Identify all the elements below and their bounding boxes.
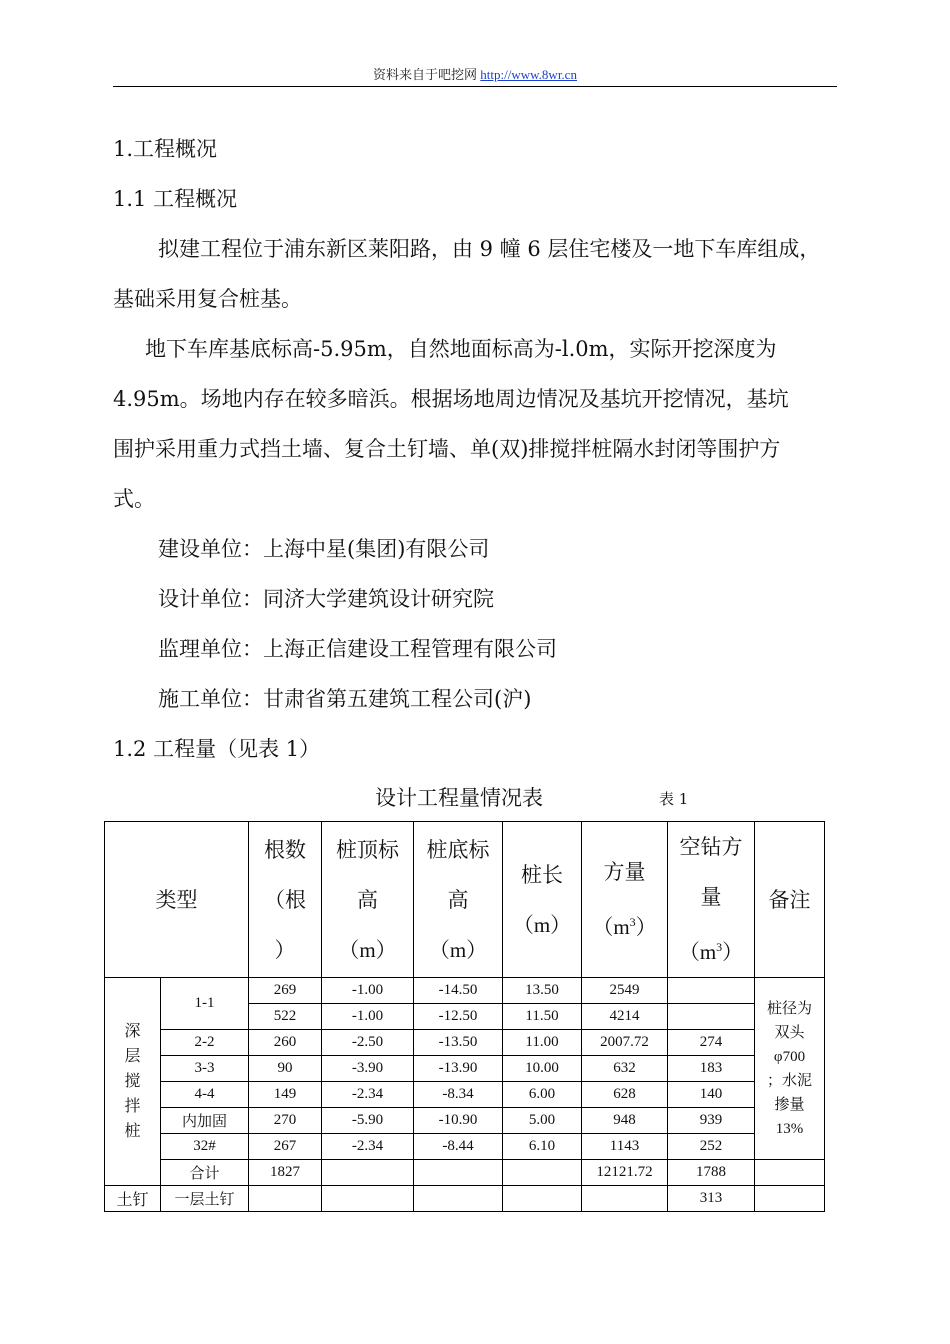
row-empty: 252 [668, 1134, 755, 1160]
header-count-1: 根数 [264, 837, 306, 862]
row-type: 3-3 [161, 1056, 249, 1082]
row-type: 2-2 [161, 1030, 249, 1056]
row-count: 269 [249, 978, 322, 1004]
row-bottom: -8.34 [414, 1082, 503, 1108]
section-1-2-title: 1.2 工程量（见表 1） [113, 737, 321, 761]
header-empty-1: 空钻方 [679, 835, 743, 859]
table-row [105, 978, 825, 1004]
row-volume: 4214 [582, 1004, 668, 1030]
header-top-elevation [322, 822, 414, 978]
total-empty: 1788 [668, 1160, 755, 1186]
header-top-2: 高 [357, 887, 378, 912]
header-empty-unit: $(m^3)$ [678, 940, 744, 964]
quantity-table [104, 821, 825, 1212]
row-bottom: -12.50 [414, 1004, 503, 1030]
paragraph-2-line-1: 地下车库基底标高-5.95m，自然地面标高为-l.0m，实际开挖深度为 [145, 337, 777, 361]
document-body [113, 126, 837, 776]
supervise-unit: 监理单位：上海正信建设工程管理有限公司 [158, 637, 557, 661]
remark-cell: 桩径为 双头 φ700 ；水泥 掺量 13% [755, 978, 825, 1160]
header-empty-2: 量 [700, 885, 722, 909]
row-top: -2.34 [322, 1082, 414, 1108]
construct-unit: 施工单位：甘肃省第五建筑工程公司(沪) [158, 687, 532, 711]
row-bottom: -10.90 [414, 1108, 503, 1134]
table-row [105, 1056, 825, 1082]
row-count: 260 [249, 1030, 322, 1056]
row-length: 11.00 [503, 1030, 582, 1056]
table-row [105, 1134, 825, 1160]
row-top: -1.00 [322, 1004, 414, 1030]
row-empty: 939 [668, 1108, 755, 1134]
total-label: 合计 [161, 1160, 249, 1186]
group-deep-mixing-pile: 深 层 搅 拌 桩 [105, 978, 161, 1186]
row-top: -3.90 [322, 1056, 414, 1082]
build-unit: 建设单位：上海中星(集团)有限公司 [158, 537, 490, 561]
row-length: 11.50 [503, 1004, 582, 1030]
row-length: 6.10 [503, 1134, 582, 1160]
header-link[interactable]: http://www.8wr.cn [480, 67, 577, 82]
row-bottom: -14.50 [414, 978, 503, 1004]
header-bottom-3: （m） [428, 937, 488, 962]
page-header [113, 64, 837, 87]
row-volume: 628 [582, 1082, 668, 1108]
row-volume: 1143 [582, 1134, 668, 1160]
header-type: 类型 [105, 822, 249, 978]
nail-type: 一层土钉 [161, 1186, 249, 1212]
header-empty-drill [668, 822, 755, 978]
nail-empty: 313 [668, 1186, 755, 1212]
section-1-title: 1.工程概况 [113, 137, 218, 161]
table-row [105, 1082, 825, 1108]
row-count: 149 [249, 1082, 322, 1108]
paragraph-1-line-1: 拟建工程位于浦东新区莱阳路，由 9 幢 6 层住宅楼及一地下车库组成， [158, 237, 821, 261]
row-count: 90 [249, 1056, 322, 1082]
design-unit: 设计单位：同济大学建筑设计研究院 [158, 587, 494, 611]
row-top: -2.50 [322, 1030, 414, 1056]
table-caption-row [113, 782, 837, 812]
table-header-row [105, 822, 825, 978]
row-top: -2.34 [322, 1134, 414, 1160]
row-bottom: -8.44 [414, 1134, 503, 1160]
table-caption: 设计工程量情况表 [375, 786, 543, 810]
row-type: 32# [161, 1134, 249, 1160]
row-length: 6.00 [503, 1082, 582, 1108]
header-bottom-2: 高 [447, 887, 469, 912]
total-count: 1827 [249, 1160, 322, 1186]
header-count-2: （根 [264, 887, 306, 912]
row-count: 522 [249, 1004, 322, 1030]
row-length: 10.00 [503, 1056, 582, 1082]
header-length [503, 822, 582, 978]
header-count [249, 822, 322, 978]
header-length-2: （m） [512, 912, 572, 937]
paragraph-2-line-2: 4.95m。场地内存在较多暗浜。根据场地周边情况及基坑开挖情况，基坑 [113, 387, 789, 411]
nail-group: 土钉 [105, 1186, 161, 1212]
header-remark: 备注 [755, 822, 825, 978]
row-empty [668, 978, 755, 1004]
table-row [105, 1030, 825, 1056]
header-top-1: 桩顶标 [336, 837, 399, 862]
row-count: 270 [249, 1108, 322, 1134]
row-empty: 274 [668, 1030, 755, 1056]
paragraph-2-line-3: 围护采用重力式挡土墙、复合土钉墙、单(双)排搅拌桩隔水封闭等围护方 [113, 437, 781, 461]
row-type: 1-1 [161, 978, 249, 1030]
row-top: -5.90 [322, 1108, 414, 1134]
header-volume-unit: $(m^3)$ [592, 915, 657, 939]
row-empty: 183 [668, 1056, 755, 1082]
header-bottom-1: 桩底标 [426, 837, 490, 862]
paragraph-2-line-4: 式。 [113, 487, 155, 511]
row-type: 内加固 [161, 1108, 249, 1134]
row-type: 4-4 [161, 1082, 249, 1108]
header-length-1: 桩长 [521, 862, 563, 887]
row-volume: 2549 [582, 978, 668, 1004]
table-row [105, 1108, 825, 1134]
row-empty: 140 [668, 1082, 755, 1108]
paragraph-1-line-2: 基础采用复合桩基。 [113, 287, 302, 311]
header-volume-title: 方量 [603, 860, 646, 884]
row-volume: 2007.72 [582, 1030, 668, 1056]
header-volume [582, 822, 668, 978]
header-count-3: ） [274, 937, 296, 962]
row-count: 267 [249, 1134, 322, 1160]
section-1-1-title: 1.1 工程概况 [113, 187, 238, 211]
row-length: 5.00 [503, 1108, 582, 1134]
row-top: -1.00 [322, 978, 414, 1004]
row-bottom: -13.50 [414, 1030, 503, 1056]
table-number: 表 1 [659, 790, 689, 808]
header-source-text: 资料来自于吧挖网 [373, 67, 481, 82]
table-nail-row [105, 1186, 825, 1212]
row-volume: 948 [582, 1108, 668, 1134]
table-total-row [105, 1160, 825, 1186]
row-empty [668, 1004, 755, 1030]
header-bottom-elevation [414, 822, 503, 978]
row-bottom: -13.90 [414, 1056, 503, 1082]
row-volume: 632 [582, 1056, 668, 1082]
header-top-3: （m） [338, 937, 397, 962]
total-volume: 12121.72 [582, 1160, 668, 1186]
row-length: 13.50 [503, 978, 582, 1004]
